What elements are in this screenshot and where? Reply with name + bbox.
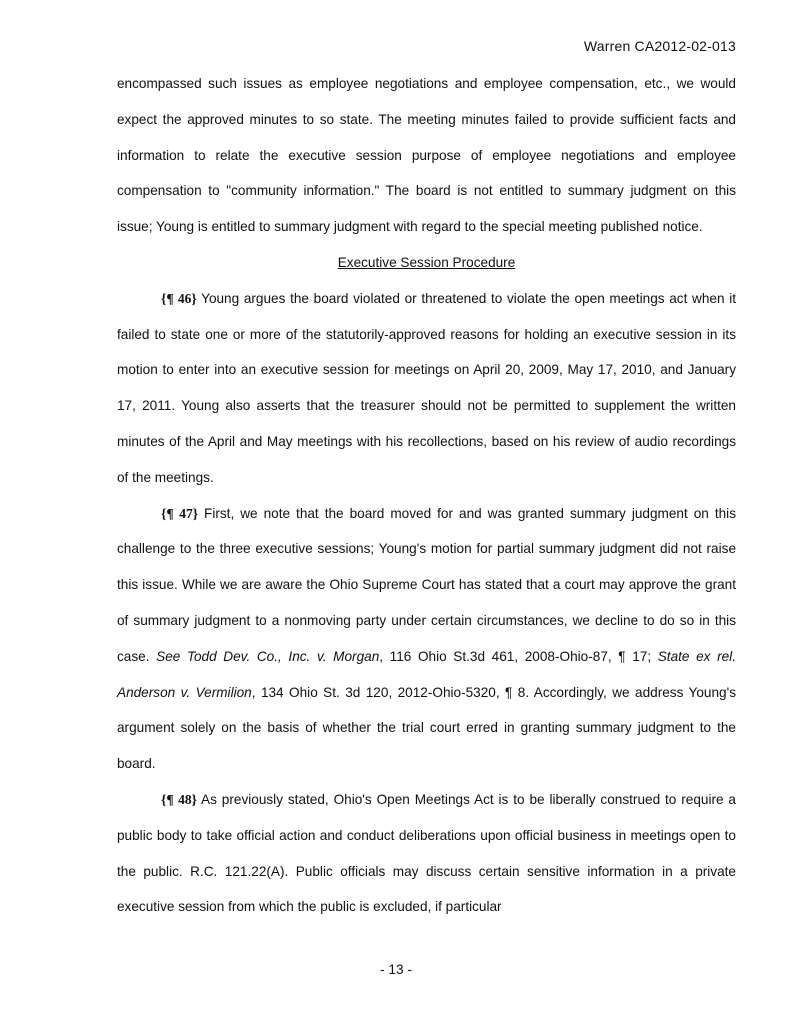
paragraph-text: First, we note that the board moved for and was granted summary judgment on this challenge to the three executive sessions; Young's motion for partial summary judgment did not raise this issue. While we are aware the Ohio Supreme Court has stated that a court may approve the grant of summary judgment to a nonmoving party under certain circumstances, we decline to do so in this case. bbox=[117, 505, 737, 664]
paragraph-text: , 116 Ohio St.3d 461, 2008-Ohio-87, ¶ 17; bbox=[379, 648, 658, 664]
paragraph-text: Young argues the board violated or threatened to violate the open meetings act when it failed to state one or more of the statutorily-approved reasons for holding an executive session in its motion to enter into an executive session for meetings on April 20, 2009, May 17, 2010, and January 17, 2011. Young also asserts that the treasurer should not be permitted to supplement the written minutes of the April and May meetings with his recollections, based on his review of audio recordings of the meetings. bbox=[117, 290, 736, 485]
case-header: Warren CA2012-02-013 bbox=[583, 38, 736, 54]
paragraph-continuation: encompassed such issues as employee negotiations and employee compensation, etc., we would expect the approved minutes to so state. The meeting minutes failed to provide sufficient facts and information to relate the executive session purpose of employee negotiations and employee compensation to "community information." The board is not entitled to summary judgment on this issue; Young is entitled to summary judgment with regard to the special meeting published notice. bbox=[117, 76, 736, 235]
case-citation: State ex rel. Anderson v. Vermilion bbox=[117, 648, 736, 700]
document-body bbox=[117, 66, 736, 925]
paragraph-number: {¶ 48} bbox=[161, 791, 197, 807]
paragraph-text: As previously stated, Ohio's Open Meetings Act is to be liberally construed to require a public body to take official action and conduct deliberations upon official business in meetings open to the public. R.C. 121.22(A). Public officials may discuss certain sensitive information in a private executive session from which the public is excluded, if particular bbox=[117, 791, 736, 915]
section-heading bbox=[117, 245, 736, 281]
page-number: - 13 - bbox=[380, 962, 412, 977]
paragraph-number: {¶ 47} bbox=[161, 505, 199, 521]
section-heading-text: Executive Session Procedure bbox=[337, 254, 516, 270]
paragraph-text: , 134 Ohio St. 3d 120, 2012-Ohio-5320, ¶ 8. Accordingly, we address Young's argument solely on the basis of whether the trial court erred in granting summary judgment to the board. bbox=[117, 684, 736, 772]
paragraph-number: {¶ 46} bbox=[161, 290, 197, 306]
paragraph-47 bbox=[117, 496, 736, 782]
paragraph-46 bbox=[117, 281, 736, 496]
paragraph-48 bbox=[117, 782, 736, 925]
case-citation: See Todd Dev. Co., Inc. v. Morgan bbox=[156, 648, 380, 664]
